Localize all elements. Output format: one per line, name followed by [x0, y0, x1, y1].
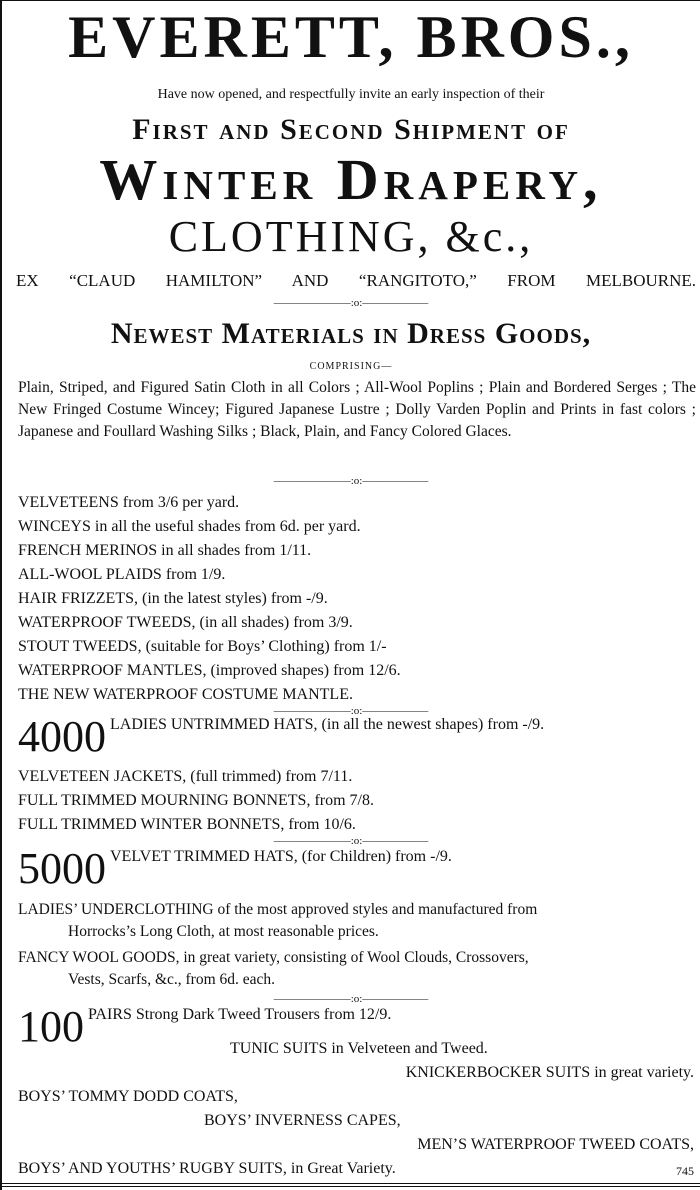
list-item: VELVETEENS from 3/6 per yard.: [18, 494, 240, 511]
quantity-number: 4000: [18, 712, 106, 761]
underclothing-line2: Horrocks’s Long Cloth, at most reasonable prices.: [68, 923, 379, 940]
tommy-dodd-line: BOYS’ TOMMY DODD COATS,: [18, 1088, 238, 1105]
ship-names-line: EX “CLAUD HAMILTON” AND “RANGITOTO,” FROM MELBOURNE.: [16, 271, 696, 290]
separator: ———————:o:——————: [273, 835, 429, 847]
list-item: HAIR FRIZZETS, (in the latest styles) from -/9.: [18, 590, 328, 607]
quantity-number: 100: [18, 1002, 84, 1051]
mens-coats-line: MEN’S WATERPROOF TWEED COATS,: [417, 1136, 694, 1153]
intro-line: Have now opened, and respectfully invite an early inspection of their: [157, 87, 545, 102]
hats-5000-line: [18, 844, 452, 893]
dress-goods-paragraph: Plain, Striped, and Figured Satin Cloth in all Colors ; All-Wool Poplins ; Plain and Bordered Serges ; The New Fringed Costume Wincey; Figured Japanese Lustre ; Dolly Varden Poplin and Prints in fast colors ; Japanese and Foullard Washing Silks ; Black, Plain, and Fancy Colored Glaces.: [18, 379, 696, 440]
rugby-line: BOYS’ AND YOUTHS’ RUGBY SUITS, in Great Variety.: [18, 1160, 396, 1177]
list-item: FRENCH MERINOS in all shades from 1/11.: [18, 542, 312, 559]
bottom-rule-double: [2, 1186, 700, 1187]
underclothing-line1: LADIES’ UNDERCLOTHING of the most approved styles and manufactured from: [18, 901, 538, 918]
list-item: ALL-WOOL PLAIDS from 1/9.: [18, 566, 226, 583]
clothing-heading: CLOTHING, &c.,: [168, 212, 534, 261]
winter-drapery-heading: Winter Drapery,: [99, 147, 603, 212]
hats-5000-text: VELVET TRIMMED HATS, (for Children) from -/9.: [110, 848, 452, 865]
list-item: WATERPROOF MANTLES, (improved shapes) from 12/6.: [18, 662, 401, 679]
separator: ———————:o:——————: [273, 297, 429, 309]
separator: ———————:o:——————: [273, 705, 429, 717]
materials-heading: Newest Materials in Dress Goods,: [110, 317, 592, 350]
shipment-heading: First and Second Shipment of: [132, 113, 570, 146]
list-item: WINCEYS in all the useful shades from 6d. per yard.: [18, 518, 361, 535]
list-item: VELVETEEN JACKETS, (full trimmed) from 7/11.: [18, 768, 353, 785]
hats-4000-line: [18, 712, 545, 761]
fancy-wool-line2: Vests, Scarfs, &c., from 6d. each.: [68, 971, 276, 988]
hats-4000-text: LADIES UNTRIMMED HATS, (in all the newest shapes) from -/9.: [110, 716, 545, 733]
fancy-wool-line1: FANCY WOOL GOODS, in great variety, consisting of Wool Clouds, Crossovers,: [18, 949, 529, 966]
list-item: FULL TRIMMED WINTER BONNETS, from 10/6.: [18, 816, 356, 833]
separator: ———————:o:——————: [273, 475, 429, 487]
list-item: THE NEW WATERPROOF COSTUME MANTLE.: [18, 686, 353, 703]
list-item: FULL TRIMMED MOURNING BONNETS, from 7/8.: [18, 792, 374, 809]
bottom-rule: [2, 1183, 700, 1184]
fancy-wool-entry: [18, 947, 696, 991]
list-item: WATERPROOF TWEEDS, (in all shades) from 3/9.: [18, 614, 353, 631]
page-number: 745: [676, 1164, 694, 1178]
separator: ———————:o:——————: [273, 993, 429, 1005]
list-item: STOUT TWEEDS, (suitable for Boys’ Clothing) from 1/-: [18, 638, 387, 655]
tunic-suits-line: TUNIC SUITS in Velveteen and Tweed.: [230, 1040, 488, 1057]
underclothing-entry: [18, 899, 696, 943]
trousers-100-text: PAIRS Strong Dark Tweed Trousers from 12/9.: [88, 1006, 392, 1023]
knickerbocker-line: KNICKERBOCKER SUITS in great variety.: [405, 1064, 694, 1081]
quantity-number: 5000: [18, 844, 106, 893]
inverness-line: BOYS’ INVERNESS CAPES,: [204, 1112, 401, 1129]
store-title: EVERETT, BROS.,: [68, 4, 634, 70]
comprising-label: COMPRISING—: [309, 361, 393, 372]
